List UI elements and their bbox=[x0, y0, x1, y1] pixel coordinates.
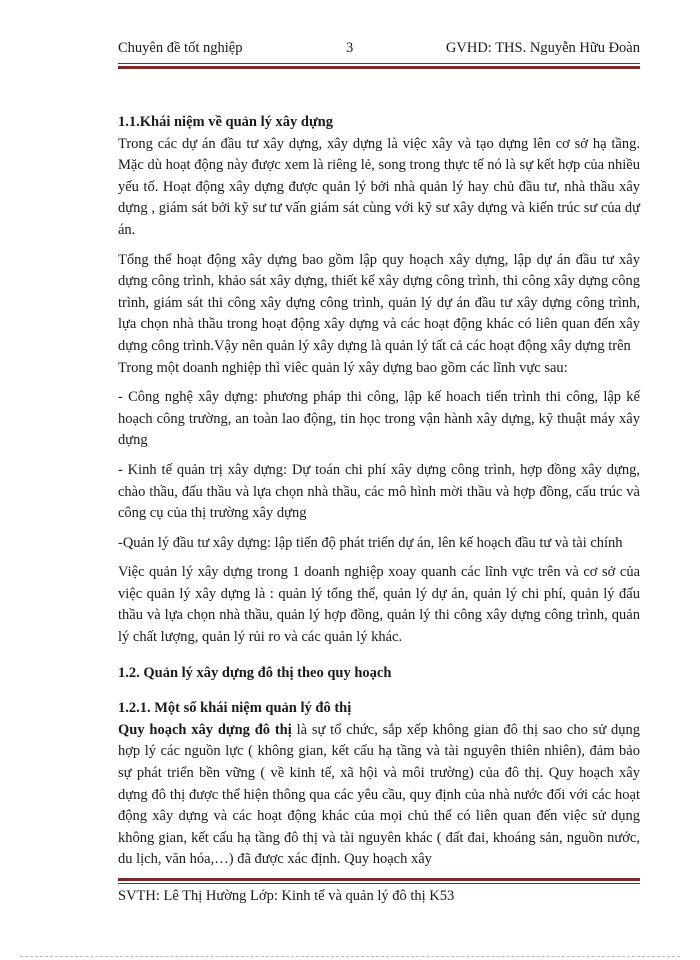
bullet-item: - Công nghệ xây dựng: phương pháp thi công, lập kế hoach tiến trình thi công, lập kế hoạch công trường, an toàn lao động, tin học trong vận hành xây dựng, kỹ thuật máy xây dựng bbox=[118, 389, 640, 449]
paragraph: Việc quản lý xây dựng trong 1 doanh nghiệp xoay quanh các lĩnh vực trên và cơ sở của việc quản lý xây dựng là : quản lý tổng thể, quản lý dự án, quản lý chi phí, quản lý đấu thầu và lựa chọn nhà thầu, quản lý hợp đồng, quản lý thi công xây dựng công trình, quản lý chất lượng, quản lý rủi ro và các quản lý khác. bbox=[118, 564, 640, 646]
paragraph: Tổng thể hoạt động xây dựng bao gồm lập quy hoạch xây dựng, lập dự án đầu tư xây dựng công trình, khảo sát xây dựng, thiết kế xây dựng công trình, thi công xây dựng công trình, giám sát thi công xây dựng công trình, quản lý dự án đầu tư xây dựng công trình, lựa chọn nhà thầu trong hoạt động xây dựng và các hoạt động khác có liên quan đến xây dựng công trình.Vậy nên quản lý xây dựng là quản lý tất cả các hoạt động xây dựng trên bbox=[118, 251, 640, 354]
page-footer: SVTH: Lê Thị Hường Lớp: Kinh tế và quản lý đô thị K53 bbox=[118, 888, 455, 904]
header-page-number: 3 bbox=[346, 40, 354, 56]
paragraph: Trong một doanh nghiệp thì viêc quản lý xây dựng bao gồm các lĩnh vực sau: bbox=[118, 359, 568, 376]
page-header bbox=[118, 40, 640, 60]
footer-divider bbox=[118, 878, 640, 884]
bullet-item: -Quản lý đầu tư xây dựng: lập tiến độ phát triển dự án, lên kế hoạch đầu tư và tài chính bbox=[118, 534, 623, 551]
bullet-item: - Kinh tế quản trị xây dựng: Dự toán chi phí xây dựng công trình, hợp đồng xây dựng, chào thầu, đấu thầu và lựa chọn nhà thầu, các mô hình mời thầu và hợp đồng, cấu trúc và công cụ của thị trường xây dựng bbox=[118, 461, 640, 522]
section-heading-1-1: 1.1.Khái niệm về quản lý xây dựng bbox=[118, 114, 333, 130]
section-heading-1-2: 1.2. Quản lý xây dựng đô thị theo quy hoạch bbox=[118, 664, 392, 681]
document-body bbox=[118, 112, 640, 871]
term-bold: Quy hoạch xây dựng đô thị bbox=[118, 721, 292, 738]
header-advisor: GVHD: THS. Nguyễn Hữu Đoàn bbox=[445, 40, 640, 56]
paragraph-text: là sự tổ chức, sắp xếp không gian đô thị sao cho sử dụng hợp lý các nguồn lực ( không gian, kết cấu hạ tầng và tài nguyên thiên nhiên), đảm bảo sự phát triển bền vững ( về kinh tế, xã hội và môi trường) của đô thị. Quy hoạch xây dựng đô thị được thể hiện thông qua các yêu cầu, quy định của nhà nước đối với các hoạt động xây dựng và các hoạt động khác của mọi chủ thể có liên quan đến việc sử dụng không gian, kết cấu hạ tầng đô thị và tài nguyên khác ( đất đai, khoáng sản, nguồn nước, du lịch, văn hóa,…) đã được xác định. Quy hoạch xây bbox=[118, 721, 640, 868]
header-thesis-title: Chuyên đề tốt nghiệp bbox=[118, 40, 243, 56]
header-divider bbox=[118, 63, 640, 69]
section-heading-1-2-1: 1.2.1. Một số khái niệm quản lý đô thị bbox=[118, 700, 352, 717]
paragraph: Trong các dự án đầu tư xây dựng, xây dựng là việc xây và tạo dựng lên cơ sở hạ tầng. Mặc dù hoạt động này được xem là riêng lẻ, song trong thực tế nó là sự kết hợp của nhiều yếu tố. Hoạt động xây dựng được quản lý bởi nhà quản lý hay chủ đầu tư, nhà thầu xây dựng , giám sát bởi kỹ sư tư vấn giám sát cùng với kỹ sư xây dựng và kiến trúc sư của dự án. bbox=[118, 135, 640, 238]
paragraph bbox=[118, 720, 640, 871]
page-break-line bbox=[20, 956, 680, 957]
